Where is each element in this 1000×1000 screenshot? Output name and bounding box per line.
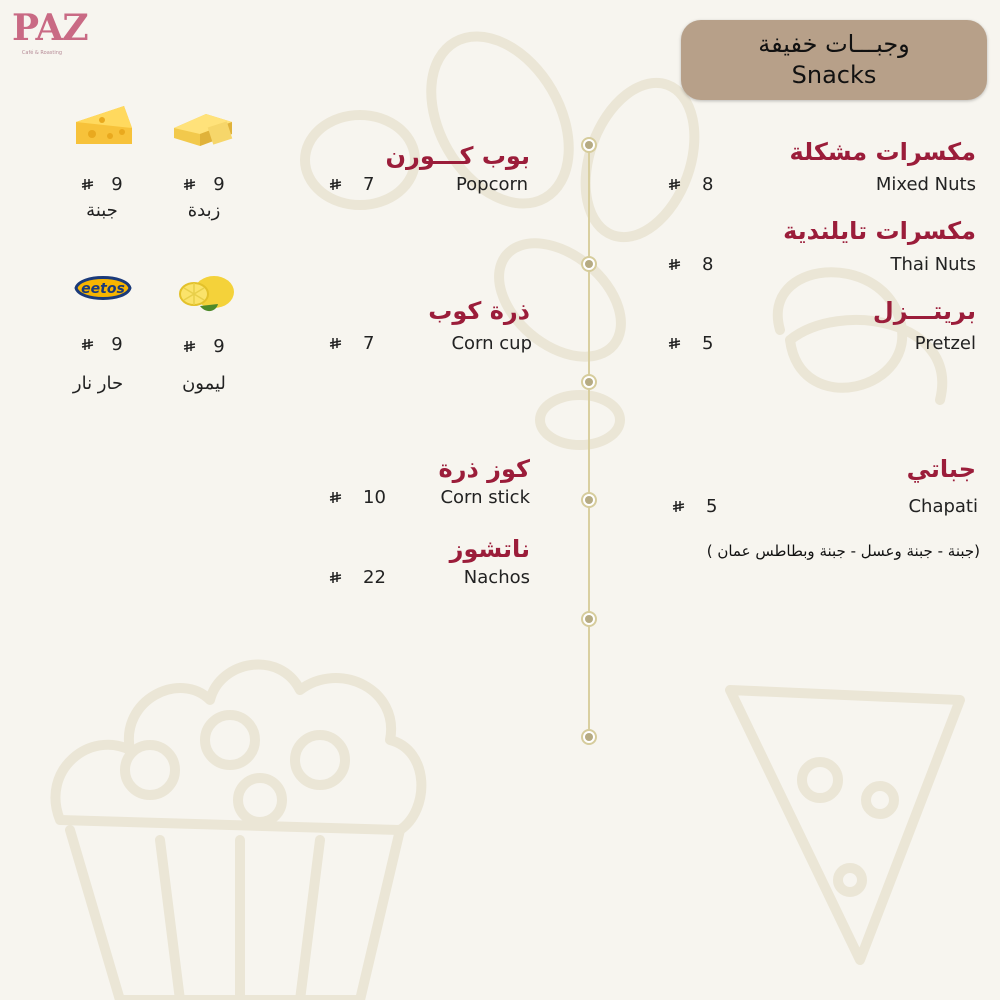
addon-label: ليمون [182, 373, 226, 394]
price-value: 9 [111, 174, 123, 195]
logo-subtitle: Café & Roasting [21, 50, 63, 56]
item-price [668, 254, 713, 275]
butter-icon [170, 100, 236, 150]
item-name-en: Chapati [908, 496, 978, 517]
riyal-sign-icon [668, 178, 682, 192]
price-value: 7 [363, 333, 375, 354]
item-name-ar: بريتـــزل [872, 297, 976, 325]
item-name-en: Pretzel [914, 333, 976, 354]
item-name-en: Corn stick [440, 487, 530, 508]
item-price [329, 487, 386, 508]
item-name-ar: بوب كـــورن [385, 142, 530, 170]
item-name-en: Nachos [463, 567, 530, 588]
price-value: 5 [702, 333, 714, 354]
cheetos-icon [70, 266, 136, 316]
section-header [681, 20, 987, 100]
price-value: 22 [363, 567, 386, 588]
timeline-node [581, 374, 597, 390]
riyal-sign-icon [183, 178, 197, 192]
addon-price [164, 336, 244, 357]
item-name-ar: مكسرات تايلندية [783, 217, 976, 245]
riyal-sign-icon [329, 491, 343, 505]
item-price [329, 333, 374, 354]
addon-price [62, 174, 142, 195]
riyal-sign-icon [329, 337, 343, 351]
item-name-en: Popcorn [455, 174, 528, 195]
svg-text:eetos: eetos [81, 281, 125, 297]
riyal-sign-icon [672, 500, 686, 514]
item-price [668, 174, 713, 195]
item-price [672, 496, 717, 517]
timeline-node [581, 492, 597, 508]
addon-label: جبنة [86, 200, 118, 221]
timeline-node [581, 137, 597, 153]
item-note: (جبنة - جبنة وعسل - جبنة وبطاطس عمان ) [706, 542, 980, 560]
price-value: 8 [702, 254, 714, 275]
item-price [329, 174, 374, 195]
riyal-sign-icon [81, 178, 95, 192]
item-name-ar: مكسرات مشكلة [789, 138, 976, 166]
riyal-sign-icon [668, 337, 682, 351]
price-value: 9 [111, 334, 123, 355]
price-value: 7 [363, 174, 375, 195]
header-title-ar: وجبـــات خفيفة [758, 30, 910, 58]
riyal-sign-icon [668, 258, 682, 272]
addon-label: حار نار [72, 373, 124, 394]
item-price [329, 567, 386, 588]
riyal-sign-icon [329, 571, 343, 585]
addon-label: زبدة [187, 200, 221, 221]
header-title-en: Snacks [791, 61, 877, 89]
price-value: 10 [363, 487, 386, 508]
timeline-node [581, 256, 597, 272]
timeline-line [588, 145, 590, 737]
brand-logo [12, 7, 88, 56]
riyal-sign-icon [81, 338, 95, 352]
item-name-ar: ناتشوز [449, 535, 530, 563]
addon-price [62, 334, 142, 355]
price-value: 5 [706, 496, 718, 517]
item-name-en: Thai Nuts [890, 254, 976, 275]
timeline-node [581, 729, 597, 745]
item-name-ar: ذرة كوب [428, 297, 530, 325]
item-name-ar: جباتي [906, 455, 976, 483]
price-value: 8 [702, 174, 714, 195]
timeline-node [581, 611, 597, 627]
addon-price [164, 174, 244, 195]
item-name-en: Mixed Nuts [875, 174, 976, 195]
riyal-sign-icon [329, 178, 343, 192]
logo-text: PAZ [12, 7, 88, 49]
item-price [668, 333, 713, 354]
cheese-icon [72, 100, 138, 150]
lemon-icon [174, 266, 240, 316]
riyal-sign-icon [183, 340, 197, 354]
item-name-ar: كوز ذرة [438, 455, 530, 483]
price-value: 9 [213, 336, 225, 357]
price-value: 9 [213, 174, 225, 195]
item-name-en: Corn cup [451, 333, 532, 354]
